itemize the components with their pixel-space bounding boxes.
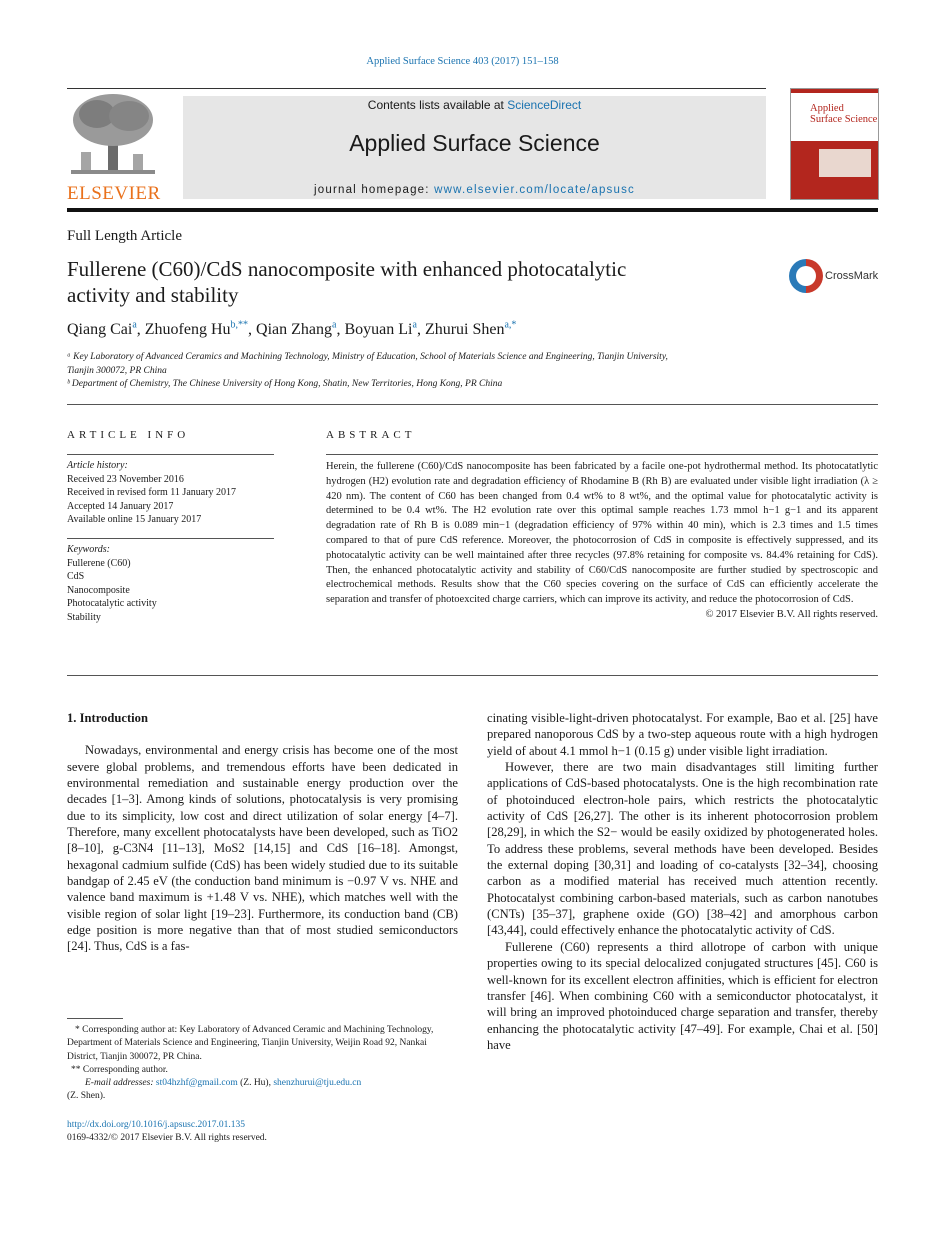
history-revised: Received in revised form 11 January 2017 (67, 487, 237, 498)
footnote-corresponding-2: ** Corresponding author. (71, 1064, 168, 1075)
header-top-rule (67, 88, 766, 89)
cover-title-line2: Surface Science (810, 114, 878, 125)
intro-paragraph-1: Nowadays, environmental and energy crisis has become one of the most severe global problems, and tremendous efforts have been dedicated in environmental remediation and sustainable energy production over the decades [1–3]. Among kinds of solutions, photocatalysis is very promising due to its simplicity, low cost and direct utilization of solar energy [4–7]. Therefore, many excellent photocatalysts have been developed, such as TiO2 [8–10], g-C3N4 [11–13], MoS2 [14,15] and CdS [16–18]. Amongst, hexagonal cadmium sulfide (CdS) has been widely studied due to its suitable bandgap of 2.45 eV (the conduction band minimum is −0.97 V vs. NHE and valence band maximum is +1.48 V vs. NHE), which matches well with the visible region of solar light [19–23]. Furthermore, its conduction band (CB) edge position is more negative than that of most studied semiconductors [24]. Thus, CdS is a fas- (67, 743, 458, 954)
email-link-shen[interactable]: shenzhurui@tju.edu.cn (273, 1078, 362, 1089)
section-heading-introduction: 1. Introduction (67, 711, 148, 725)
affiliation-a: ᵃ Key Laboratory of Advanced Ceramics and Machining Technology, Ministry of Education, School of Materials Science and Engineering, Tianjin University, (67, 352, 668, 362)
history-accepted: Accepted 14 January 2017 (67, 500, 174, 512)
article-type: Full Length Article (67, 228, 182, 244)
article-title (67, 256, 767, 308)
doi-link[interactable]: http://dx.doi.org/10.1016/j.apsusc.2017.01.135 (67, 1120, 245, 1130)
header-bottom-rule (67, 208, 878, 212)
crossmark-label: CrossMark (825, 270, 879, 282)
author-name: Qiang Cai (67, 321, 133, 338)
intro-paragraph-1-continued: cinating visible-light-driven photocatalyst. For example, Bao et al. [25] have prepared nanoporous CdS by a two-step aqueous route with a high hydrogen yield of about 4.1 mmol h−1 (0.15 g) under visible light irradiation. (487, 711, 878, 758)
abstract-body (326, 460, 878, 623)
journal-citation[interactable]: Applied Surface Science 403 (2017) 151–158 (366, 56, 559, 67)
abstract-text: Herein, the fullerene (C60)/CdS nanocomposite has been fabricated by a facile one-pot hydrothermal method. Its photocatatlytic hydrogen (H2) evolution rate and degradation efficiency of Rhodamine B (Rh B) are evaluated under visible light irradiation (λ ≥ 420 nm). The content of C60 has been changed from 0.4 wt% to 8 wt%, and the optimal value for photocatalytic activity is determined to be 0.4 wt%. The H2 evolution rate over this optimal sample reaches 1.73 mmol h−1 g−1 and its apparent degradation rate of Rh B is 0.089 min−1 (degradation efficiency of 97% within 40 min), which is 2.3 times and 1.5 times compared to that of pure CdS reference. Moreover, the photocorrosion of CdS in composite is effectively suppressed, and its photocatalytic activity can be well maintained after three recycles (97.8% retaining for composite vs. 84.4% retaining for CdS). Then, the enhanced photocatalytic activity and stability of C60/CdS nanocomposite are further studied by spectroscopic and electrochemical methods. Results show that the C60 species covering on the surface of CdS can efficiently accelerate the separation and transfer of photoexcited charge carriers, which can improve its activity, and reduce the photocorrosion of CdS. (326, 461, 878, 606)
journal-name: Applied Surface Science (349, 130, 600, 156)
history-received: Received 23 November 2016 (67, 473, 184, 485)
contents-prefix: Contents lists available at (367, 98, 508, 112)
author-name: Zhurui Shen (424, 321, 505, 338)
keywords-rule (67, 538, 274, 539)
doi-block (67, 1119, 458, 1146)
history-label: Article history: (67, 460, 128, 471)
author-name: Zhuofeng Hu (144, 321, 231, 338)
title-line-2: activity and stability (67, 283, 239, 307)
keyword-item: Fullerene (C60) (67, 557, 131, 569)
email-label: E-mail addresses: (85, 1078, 156, 1089)
footnote-corresponding-1: * Corresponding author at: Key Laboratory of Advanced Ceramic and Machining Technology, Department of Materials Science and Engineering, Tianjin University, Weijin Road 92, Nankai District, Tianjin 300072, PR China. (67, 1025, 434, 1062)
abstract-copyright: © 2017 Elsevier B.V. All rights reserved. (705, 608, 878, 620)
keyword-item: CdS (67, 571, 85, 582)
homepage-line (183, 184, 766, 196)
keywords (67, 543, 277, 624)
author-affil-sup[interactable]: b,** (230, 319, 249, 331)
title-line-1: Fullerene (C60)/CdS nanocomposite with enhanced photocatalytic (67, 257, 627, 281)
keywords-label: Keywords: (67, 544, 110, 555)
author-affil-sup[interactable]: a,* (504, 319, 517, 331)
intro-paragraph-2: However, there are two main disadvantages still limiting further applications of CdS-based photocatalysts. One is the high recombination rate of photoinduced electron-hole pairs, which restricts the photocatalytic activity of CdS [26,27]. The other is its inherent photocorrosion problem [28,29], in which the S2− would be easily oxidized by photogenerated holes. To address these problems, several methods have been developed. Besides the external doping [30,31] and loading of co-catalysts [32–34], choosing carbon as a modified material has received much attention recently. Photocatalyst combining carbon-based materials, such as carbon nanotubes (CNTs) [35–37], graphene oxide (GO) [38–42] and amorphous carbon [43,44], could effectively enhance the photocatalytic activity of CdS. (487, 760, 878, 938)
email-link-hu[interactable]: st04hzhf@gmail.com (155, 1078, 238, 1089)
sciencedirect-link[interactable]: ScienceDirect (507, 98, 582, 112)
footnote-emails (67, 1077, 458, 1090)
email-owner-shen: (Z. Shen). (67, 1091, 106, 1102)
history-online: Available online 15 January 2017 (67, 514, 202, 525)
author-name: Boyuan Li (344, 321, 413, 338)
cover-red-panel (791, 141, 878, 199)
affiliations (67, 351, 777, 392)
publisher-wordmark: ELSEVIER (67, 183, 161, 204)
issn-copyright: 0169-4332/© 2017 Elsevier B.V. All rights reserved. (67, 1133, 267, 1144)
abstract-heading: ABSTRACT (326, 429, 416, 441)
cover-title-line1: Applied (810, 103, 844, 114)
article-info-heading: ARTICLE INFO (67, 429, 190, 441)
cover-image (819, 149, 871, 177)
author-name: Qian Zhang (256, 321, 333, 338)
article-info-rule (67, 454, 274, 455)
author-affil-sup[interactable]: a (412, 319, 417, 331)
cover-title (791, 93, 878, 125)
homepage-prefix: journal homepage: (314, 184, 435, 196)
keyword-item: Photocatalytic activity (67, 598, 157, 609)
author-affil-sup[interactable]: a (132, 319, 137, 331)
elsevier-logo (67, 92, 159, 202)
abstract-rule (326, 454, 878, 455)
footnotes (67, 1024, 458, 1104)
article-history (67, 459, 277, 527)
section-divider (67, 404, 878, 405)
intro-paragraph-3: Fullerene (C60) represents a third allotrope of carbon with unique properties owing to its special delocalized conjugated structures [45]. C60 is well-known for its excellent electron affinities, which is efficient for electron transfer [46]. When combining C60 with a semiconductor photocatalyst, it will bring an improved photoinduced charge separation and transfer, thereby enhancing the photocatalytic activity [47–49]. For example, Chai et al. [50] have (487, 939, 878, 1052)
abstract-bottom-rule (67, 675, 878, 676)
left-column (67, 710, 458, 955)
affiliation-a-cont: Tianjin 300072, PR China (67, 365, 167, 376)
contents-line (183, 98, 766, 112)
keyword-item: Nanocomposite (67, 584, 130, 596)
elsevier-tree-icon (67, 92, 159, 178)
keyword-item: Stability (67, 611, 101, 623)
homepage-link[interactable]: www.elsevier.com/locate/apsusc (434, 184, 635, 196)
crossmark-button[interactable] (789, 259, 881, 295)
right-column (487, 710, 878, 1053)
crossmark-icon (789, 259, 823, 293)
author-affil-sup[interactable]: a (332, 319, 337, 331)
email-owner-hu: (Z. Hu), (237, 1078, 274, 1089)
affiliation-b: ᵇ Department of Chemistry, The Chinese University of Hong Kong, Shatin, New Territories, Hong Kong, PR China (67, 379, 503, 390)
footnote-rule (67, 1018, 123, 1019)
journal-cover-thumbnail (790, 88, 879, 200)
author-list: Qiang Cai$^a$, Zhuofeng $Hu^{b,**}$, Qian Zhang$^a$, Boyuan Li$^a$, Zhurui Shen$^{a,*}$ (67, 319, 517, 338)
